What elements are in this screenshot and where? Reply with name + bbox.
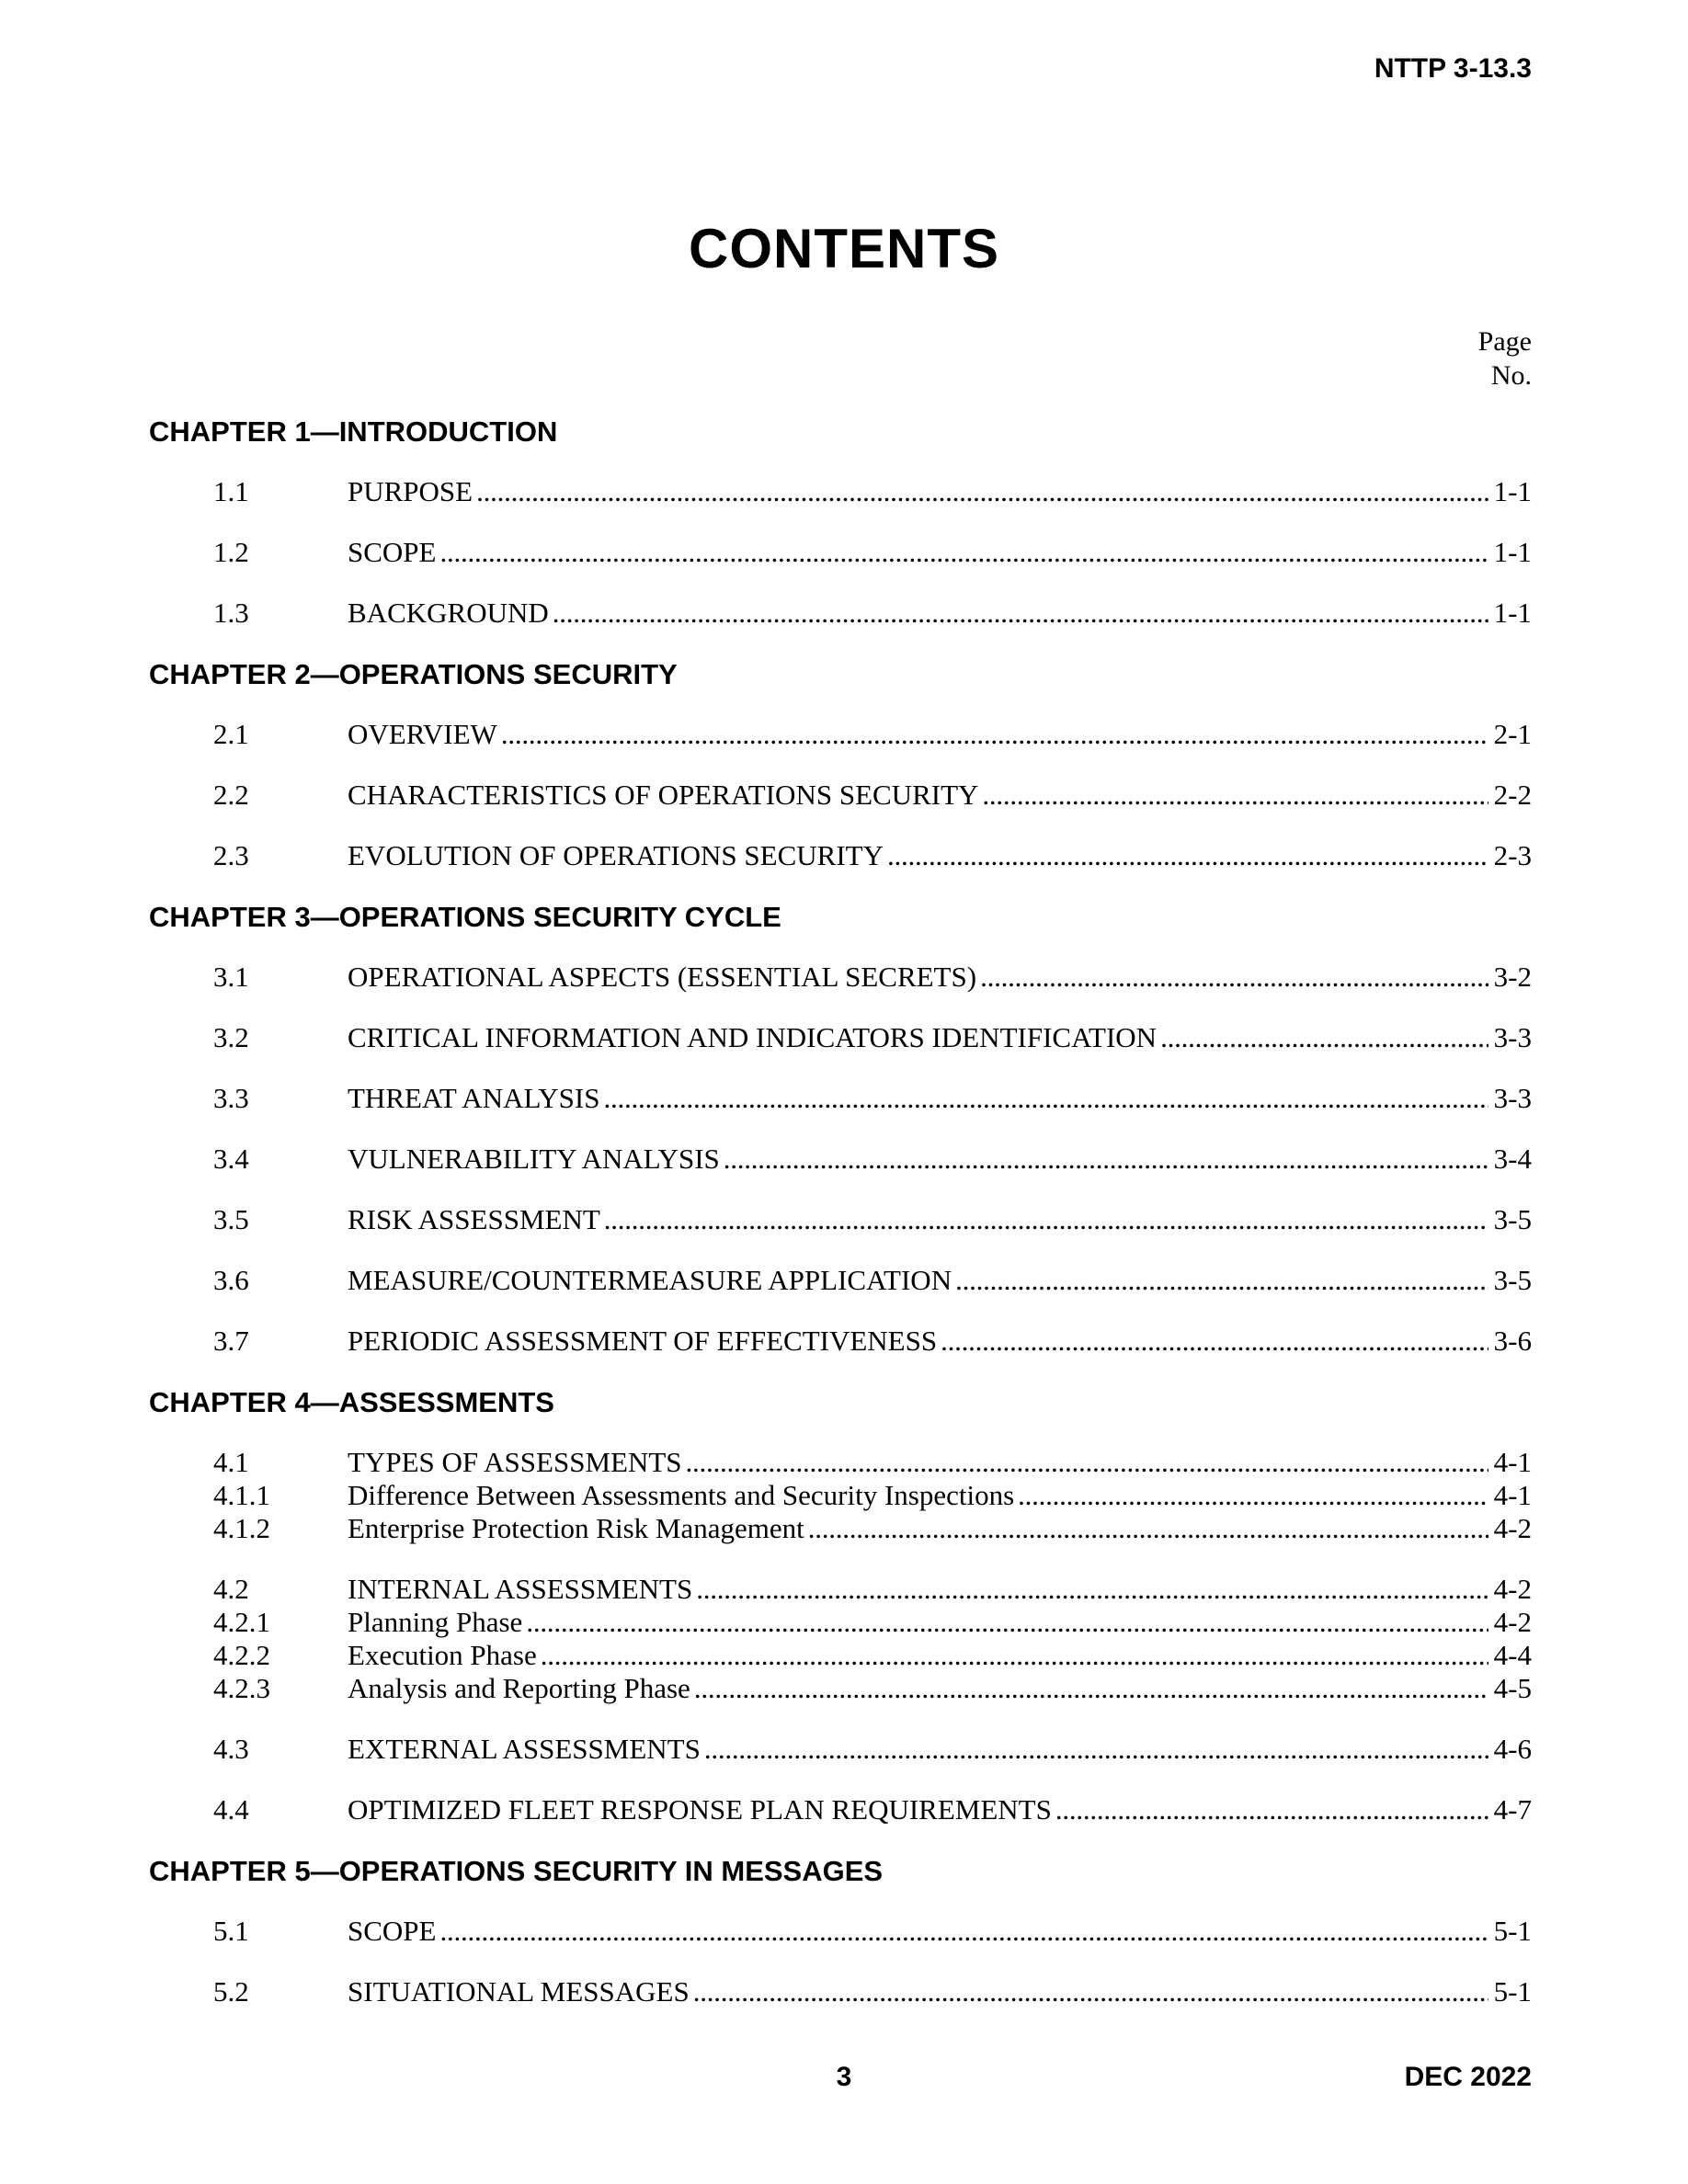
dot-leader <box>955 1263 1488 1298</box>
toc-section-row <box>0 474 1688 509</box>
dot-leader <box>439 1914 1488 1949</box>
toc-section-row <box>0 1081 1688 1116</box>
dot-leader <box>476 474 1488 509</box>
section-leader-line <box>348 1914 1532 1949</box>
section-leader-line <box>348 1792 1532 1827</box>
section-title: VULNERABILITY ANALYSIS <box>348 1143 720 1175</box>
dot-leader <box>696 1572 1488 1607</box>
section-title: Enterprise Protection Risk Management <box>348 1512 804 1544</box>
toc-section-row <box>0 1020 1688 1055</box>
toc-section-row <box>0 1974 1688 2009</box>
footer-date: DEC 2022 <box>1404 2062 1532 2092</box>
section-page-number: 3-3 <box>1493 1082 1532 1114</box>
toc-section-row <box>0 596 1688 631</box>
section-leader-line <box>348 1020 1532 1055</box>
section-page-number: 4-2 <box>1493 1573 1532 1605</box>
section-title: SCOPE <box>348 1915 437 1947</box>
toc-section-row <box>0 535 1688 570</box>
section-number: 3.2 <box>213 1021 249 1053</box>
section-page-number: 2-2 <box>1493 779 1532 811</box>
number-label: No. <box>1490 360 1532 391</box>
toc-section-row <box>0 717 1688 752</box>
section-number: 2.1 <box>213 718 249 750</box>
section-leader-line <box>348 1324 1532 1359</box>
section-leader-line <box>348 1671 1532 1706</box>
toc-section-row <box>0 1914 1688 1949</box>
section-title: SCOPE <box>348 536 437 568</box>
section-leader-line <box>348 1478 1532 1513</box>
section-leader-line <box>348 535 1532 570</box>
chapter-heading: CHAPTER 4—ASSESSMENTS <box>149 1386 554 1418</box>
section-number: 5.1 <box>213 1915 249 1947</box>
dot-leader <box>541 1638 1488 1673</box>
section-number: 3.6 <box>213 1264 249 1296</box>
page-label: Page <box>1477 326 1532 357</box>
section-leader-line <box>348 717 1532 752</box>
section-page-number: 1-1 <box>1493 475 1532 507</box>
section-leader-line <box>348 1202 1532 1237</box>
section-leader-line <box>348 596 1532 631</box>
section-title: EXTERNAL ASSESSMENTS <box>348 1733 701 1765</box>
page-title: CONTENTS <box>689 218 999 279</box>
toc-section-row <box>0 1263 1688 1298</box>
section-title: Execution Phase <box>348 1639 537 1671</box>
chapter-heading: CHAPTER 2—OPERATIONS SECURITY <box>149 658 678 690</box>
section-number: 3.1 <box>213 961 249 993</box>
dot-leader <box>604 1202 1488 1237</box>
dot-leader <box>982 778 1488 813</box>
section-page-number: 3-4 <box>1493 1143 1532 1175</box>
section-page-number: 3-6 <box>1493 1325 1532 1357</box>
section-page-number: 1-1 <box>1493 597 1532 629</box>
section-title: OPERATIONAL ASPECTS (ESSENTIAL SECRETS) <box>348 961 977 993</box>
dot-leader <box>887 838 1488 873</box>
section-title: SITUATIONAL MESSAGES <box>348 1975 690 2008</box>
document-id: NTTP 3-13.3 <box>1374 53 1532 84</box>
section-page-number: 1-1 <box>1493 536 1532 568</box>
section-number: 4.2.2 <box>213 1639 270 1671</box>
section-number: 4.2 <box>213 1573 249 1605</box>
chapter-heading: CHAPTER 1—INTRODUCTION <box>149 415 558 448</box>
section-page-number: 5-1 <box>1493 1915 1532 1947</box>
section-number: 4.1 <box>213 1446 249 1478</box>
section-leader-line <box>348 1572 1532 1607</box>
section-number: 3.3 <box>213 1082 249 1114</box>
section-page-number: 2-1 <box>1493 718 1532 750</box>
dot-leader <box>501 717 1488 752</box>
section-number: 1.1 <box>213 475 249 507</box>
dot-leader <box>941 1324 1488 1359</box>
section-page-number: 3-5 <box>1493 1264 1532 1296</box>
section-number: 4.3 <box>213 1733 249 1765</box>
toc-subsection-row <box>0 1638 1688 1673</box>
section-title: INTERNAL ASSESSMENTS <box>348 1573 693 1605</box>
section-number: 1.2 <box>213 536 249 568</box>
toc-section-row <box>0 1445 1688 1480</box>
section-leader-line <box>348 1638 1532 1673</box>
section-page-number: 4-6 <box>1493 1733 1532 1765</box>
dot-leader <box>1160 1020 1488 1055</box>
dot-leader <box>694 1671 1488 1706</box>
section-leader-line <box>348 1511 1532 1546</box>
section-title: PURPOSE <box>348 475 473 507</box>
toc-section-row <box>0 838 1688 873</box>
toc-section-row <box>0 1732 1688 1767</box>
chapter-heading: CHAPTER 5—OPERATIONS SECURITY IN MESSAGES <box>149 1855 884 1887</box>
section-title: CHARACTERISTICS OF OPERATIONS SECURITY <box>348 779 979 811</box>
section-title: THREAT ANALYSIS <box>348 1082 600 1114</box>
section-page-number: 4-7 <box>1493 1793 1532 1826</box>
dot-leader <box>604 1081 1488 1116</box>
section-leader-line <box>348 1732 1532 1767</box>
section-number: 3.7 <box>213 1325 249 1357</box>
section-leader-line <box>348 778 1532 813</box>
section-leader-line <box>348 1142 1532 1177</box>
section-number: 4.1.2 <box>213 1512 270 1544</box>
dot-leader <box>980 960 1488 995</box>
section-title: BACKGROUND <box>348 597 549 629</box>
section-number: 4.2.3 <box>213 1672 270 1704</box>
section-number: 2.3 <box>213 839 249 871</box>
section-title: Planning Phase <box>348 1606 523 1638</box>
section-page-number: 2-3 <box>1493 839 1532 871</box>
section-leader-line <box>348 1974 1532 2009</box>
toc-section-row <box>0 960 1688 995</box>
dot-leader <box>704 1732 1488 1767</box>
dot-leader <box>439 535 1488 570</box>
section-page-number: 3-2 <box>1493 961 1532 993</box>
toc-section-row <box>0 1202 1688 1237</box>
section-title: OVERVIEW <box>348 718 497 750</box>
toc-section-row <box>0 1324 1688 1359</box>
section-page-number: 4-5 <box>1493 1672 1532 1704</box>
dot-leader <box>724 1142 1488 1177</box>
section-page-number: 4-2 <box>1493 1512 1532 1544</box>
section-leader-line <box>348 1605 1532 1640</box>
section-number: 3.5 <box>213 1203 249 1235</box>
section-number: 5.2 <box>213 1975 249 2008</box>
toc-subsection-row <box>0 1478 1688 1513</box>
section-page-number: 4-1 <box>1493 1479 1532 1511</box>
section-title: TYPES OF ASSESSMENTS <box>348 1446 682 1478</box>
dot-leader <box>553 596 1488 631</box>
section-page-number: 3-5 <box>1493 1203 1532 1235</box>
section-page-number: 4-2 <box>1493 1606 1532 1638</box>
toc-subsection-row <box>0 1671 1688 1706</box>
section-leader-line <box>348 1263 1532 1298</box>
dot-leader <box>808 1511 1488 1546</box>
toc-subsection-row <box>0 1511 1688 1546</box>
section-title: RISK ASSESSMENT <box>348 1203 600 1235</box>
section-page-number: 5-1 <box>1493 1975 1532 2008</box>
section-leader-line <box>348 960 1532 995</box>
section-number: 4.1.1 <box>213 1479 270 1511</box>
dot-leader <box>1055 1792 1488 1827</box>
toc-section-row <box>0 1572 1688 1607</box>
section-title: Difference Between Assessments and Security Inspections <box>348 1479 1015 1511</box>
section-leader-line <box>348 1081 1532 1116</box>
toc-section-row <box>0 778 1688 813</box>
section-title: EVOLUTION OF OPERATIONS SECURITY <box>348 839 884 871</box>
section-leader-line <box>348 474 1532 509</box>
toc-section-row <box>0 1792 1688 1827</box>
section-number: 4.4 <box>213 1793 249 1826</box>
section-title: CRITICAL INFORMATION AND INDICATORS IDENTIFICATION <box>348 1021 1158 1053</box>
section-page-number: 4-1 <box>1493 1446 1532 1478</box>
section-leader-line <box>348 838 1532 873</box>
section-number: 4.2.1 <box>213 1606 270 1638</box>
dot-leader <box>686 1445 1488 1480</box>
dot-leader <box>693 1974 1488 2009</box>
section-title: OPTIMIZED FLEET RESPONSE PLAN REQUIREMENTS <box>348 1793 1052 1826</box>
chapter-heading: CHAPTER 3—OPERATIONS SECURITY CYCLE <box>149 901 781 933</box>
toc-section-row <box>0 1142 1688 1177</box>
section-number: 1.3 <box>213 597 249 629</box>
section-leader-line <box>348 1445 1532 1480</box>
section-number: 3.4 <box>213 1143 249 1175</box>
section-title: PERIODIC ASSESSMENT OF EFFECTIVENESS <box>348 1325 938 1357</box>
section-title: MEASURE/COUNTERMEASURE APPLICATION <box>348 1264 952 1296</box>
section-title: Analysis and Reporting Phase <box>348 1672 690 1704</box>
footer-page-number: 3 <box>836 2062 852 2092</box>
dot-leader <box>1018 1478 1488 1513</box>
dot-leader <box>526 1605 1488 1640</box>
section-page-number: 3-3 <box>1493 1021 1532 1053</box>
section-number: 2.2 <box>213 779 249 811</box>
section-page-number: 4-4 <box>1493 1639 1532 1671</box>
toc-subsection-row <box>0 1605 1688 1640</box>
